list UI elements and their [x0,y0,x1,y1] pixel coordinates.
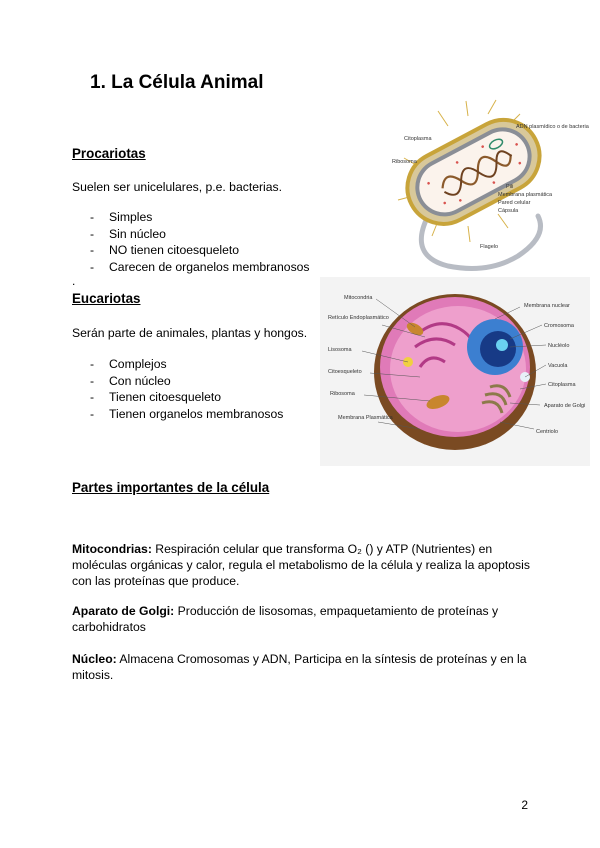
label-reticulo: Retículo Endoplasmático [328,315,389,321]
nucleolus-shape [496,339,508,351]
procariotas-heading: Procariotas [72,146,146,161]
label-mitocondria: Mitocondria [344,295,373,301]
golgi-term: Aparato de Golgi: [72,604,175,618]
list-item: - Con núcleo [90,373,171,388]
label-membrana: Membrana plasmática [498,192,553,198]
page-title: 1. La Célula Animal [90,72,264,93]
label-centriolo: Centriolo [536,429,559,435]
label-golgi: Aparato de Golgi [544,403,586,409]
eucariotas-list [72,356,283,422]
list-item: - Sin núcleo [90,226,166,241]
partes-heading: Partes importantes de la célula [72,480,270,495]
label-lisosoma: Lisosoma [328,347,352,353]
label-nucleolo: Nucléolo [548,343,570,349]
label-adn: ADN plasmídico o de bacteria [516,124,589,130]
bacteria-illustration [388,96,589,276]
label-vacuola: Vacuola [548,363,568,369]
eucariotas-heading: Eucariotas [72,291,141,306]
label-pili: Pili [506,184,514,190]
label-pared: Pared celular [498,200,531,206]
label-membrana-nuclear: Membrana nuclear [524,303,570,309]
procariotas-intro: Suelen ser unicelulares, p.e. bacterias. [72,180,283,194]
list-item: - Complejos [90,357,167,371]
animal-cell-illustration [320,277,590,466]
procariotas-list [72,209,310,275]
nucleo-term: Núcleo: [72,652,117,666]
trailing-mark: . [72,274,76,288]
label-ribosoma: Ribosoma [392,159,417,165]
label-capsula: Cápsula [498,208,519,214]
list-item: - NO tienen citoesqueleto [90,243,240,257]
list-item: - Carecen de organelos membranosos [90,259,310,274]
label-ribosoma: Ribosoma [330,391,355,397]
nucleo-paragraph [72,651,532,683]
label-citoesqueleto: Citoesqueleto [328,369,362,375]
list-item: - Tienen organelos membranosos [90,406,284,421]
label-citoplasma: Citoplasma [404,136,432,142]
list-item: - Simples [90,210,153,224]
eucariotas-intro: Serán parte de animales, plantas y hongos. [72,326,308,340]
label-flagelo: Flagelo [480,244,499,250]
label-citoplasma: Citoplasma [548,382,576,388]
label-cromosoma: Cromosoma [544,323,574,329]
golgi-paragraph [72,603,532,635]
golgi-text: Producción de lisosomas, empaquetamiento de proteínas y carbohidratos [72,604,499,634]
list-item: - Tienen citoesqueleto [90,390,222,404]
mitocondrias-paragraph [72,541,532,589]
page-number: 2 [521,798,528,812]
nucleo-text: Almacena Cromosomas y ADN, Participa en la síntesis de proteínas y en la mitosis. [72,652,527,682]
label-membrana-plasmatica: Membrana Plasmática [338,415,393,421]
mitocondrias-text: Respiración celular que transforma O₂ () y ATP (Nutrientes) en moléculas orgánicas y calor, regula el metabolismo de la célula y realiza la apoptosis con las proteínas que produce. [72,542,530,588]
mitocondrias-term: Mitocondrias: [72,542,152,556]
